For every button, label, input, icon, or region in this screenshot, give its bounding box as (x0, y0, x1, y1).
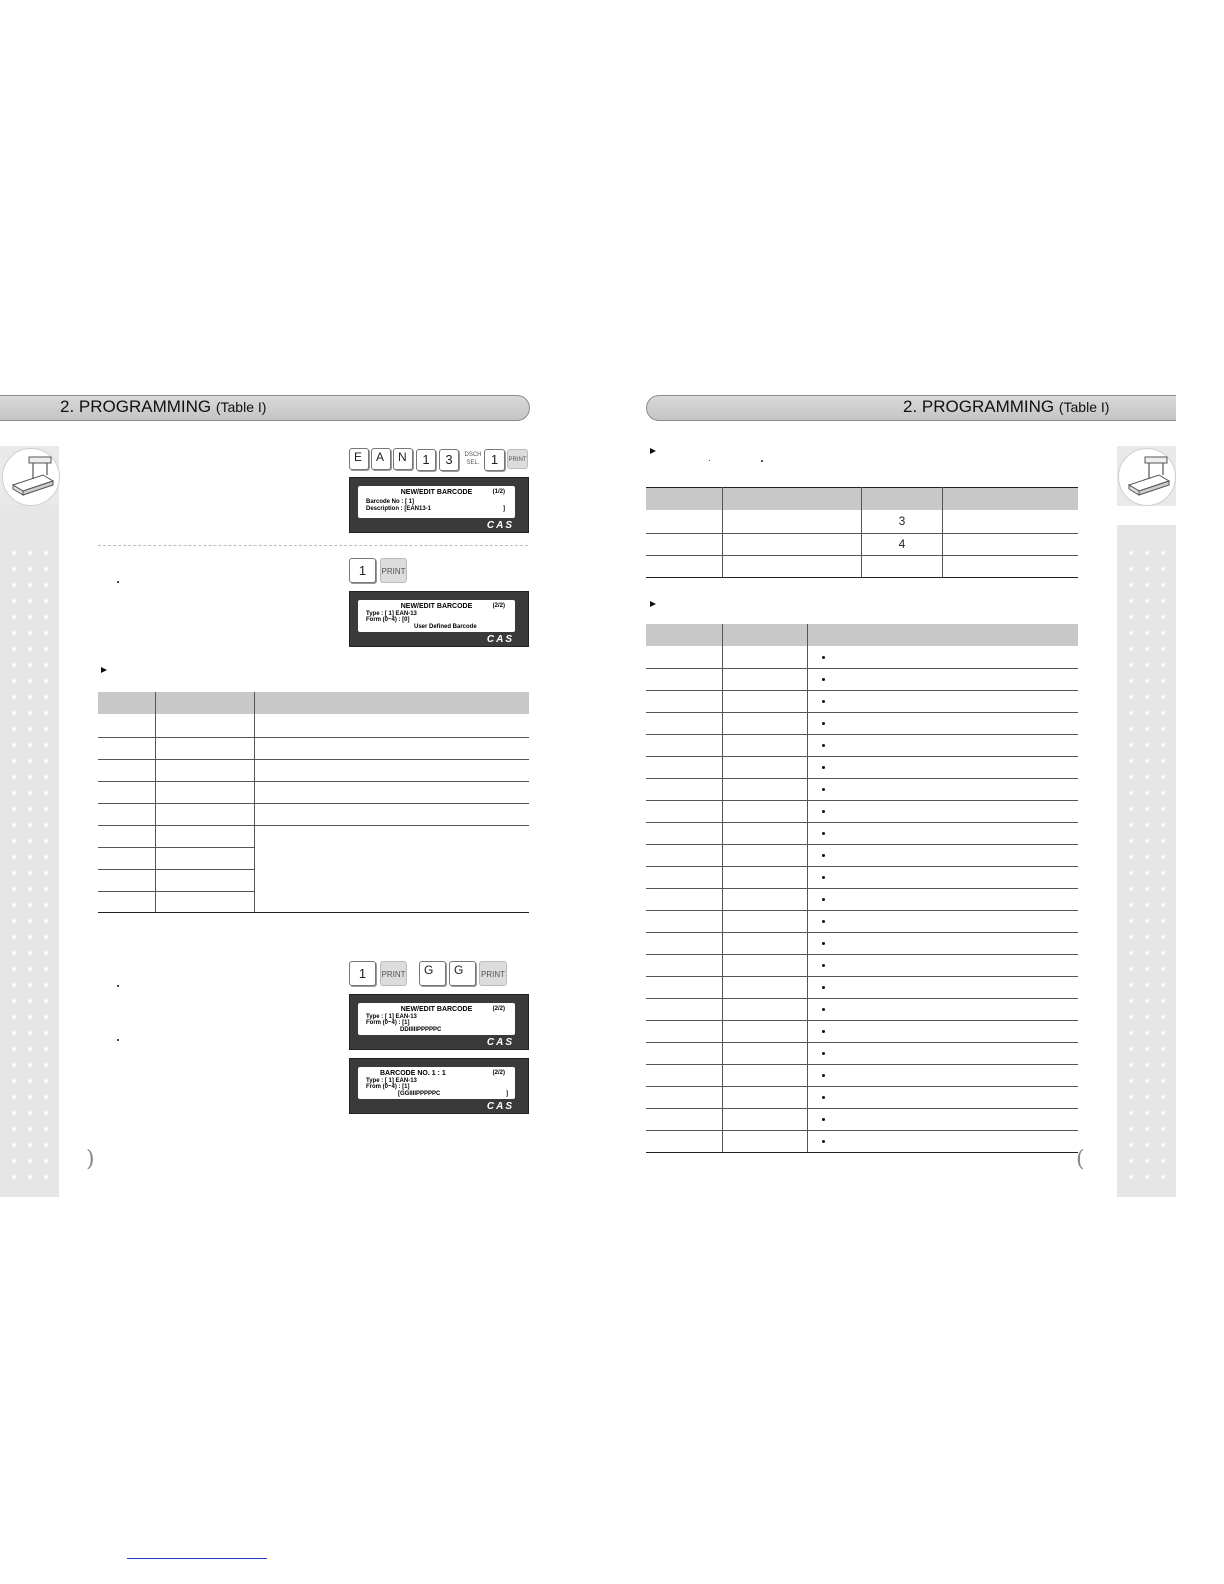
table-row (646, 690, 1078, 712)
table-cell (723, 1108, 808, 1130)
table-header-cell (723, 488, 862, 511)
table-cell (98, 825, 156, 847)
table-cell (723, 976, 808, 998)
table-cell (862, 555, 943, 577)
right-strip-dots (1123, 545, 1171, 1185)
table-cell (808, 734, 1079, 756)
table-cell (723, 734, 808, 756)
bullet (822, 964, 825, 967)
lcd2-line1: Type : [ 1] EAN-13 (366, 611, 417, 617)
cas-logo-2: CAS (486, 634, 514, 645)
bullet (822, 898, 825, 901)
table-cell (808, 954, 1079, 976)
table-cell (808, 800, 1079, 822)
table-cell (646, 800, 723, 822)
lcd2-line3: User Defined Barcode (414, 624, 477, 630)
lcd4-page: (2/2) (492, 1070, 505, 1076)
arrow-marker (650, 601, 656, 607)
table-cell (156, 891, 255, 912)
right-header-title-text: 2. PROGRAMMING (903, 397, 1055, 416)
lcd-screen-3 (358, 1003, 515, 1035)
lcd1-line2: Description : [EAN13-1 (366, 506, 432, 512)
table-cell (646, 510, 723, 533)
table-row (646, 1020, 1078, 1042)
table-cell (156, 737, 255, 759)
table-cell (943, 555, 1079, 577)
table-cell (646, 756, 723, 778)
dot (761, 460, 763, 462)
table-cell (646, 1108, 723, 1130)
table-row (646, 510, 1078, 533)
left-header-title (60, 397, 266, 417)
table-header-cell (98, 692, 156, 714)
table-row (646, 1108, 1078, 1130)
print-key-4[interactable]: PRINT (479, 961, 507, 986)
table-header-cell (646, 488, 723, 511)
table-cell (646, 910, 723, 932)
table-cell (156, 869, 255, 891)
key-n[interactable]: N (393, 448, 413, 470)
lcd4-line3-end: ] (506, 1091, 508, 1097)
footer-link-line (127, 1558, 267, 1559)
table-header-cell (723, 624, 808, 646)
table-cell (98, 847, 156, 869)
table-cell (808, 1020, 1079, 1042)
table-row (646, 844, 1078, 866)
key-e[interactable]: E (349, 448, 369, 470)
table-row (646, 800, 1078, 822)
cas-logo-3: CAS (486, 1037, 514, 1048)
table-row (646, 976, 1078, 998)
table-cell (808, 932, 1079, 954)
bullet (822, 766, 825, 769)
table-row (646, 1130, 1078, 1152)
table-cell (98, 781, 156, 803)
bullet (822, 920, 825, 923)
table-row (646, 1086, 1078, 1108)
table-merged-cell (255, 825, 530, 912)
table-cell (646, 1020, 723, 1042)
table-cell (808, 910, 1079, 932)
lcd2-line2: Form (0~4) : [0] (366, 617, 410, 623)
table-cell (723, 1064, 808, 1086)
table-cell (723, 533, 862, 555)
right-table-2-body (646, 646, 1078, 1152)
table-cell (808, 690, 1079, 712)
table-cell (723, 1042, 808, 1064)
table-row (646, 998, 1078, 1020)
table-row (646, 646, 1078, 668)
table-cell (646, 712, 723, 734)
lcd4-line1: Type : [ 1] EAN-13 (366, 1078, 417, 1084)
table-row (98, 825, 529, 847)
bullet (822, 700, 825, 703)
lcd3-page: (2/2) (492, 1006, 505, 1012)
table-cell (723, 690, 808, 712)
sel-label: SEL. (466, 460, 480, 466)
table-row (646, 954, 1078, 976)
table-cell (98, 803, 156, 825)
bullet (822, 942, 825, 945)
table-cell (255, 759, 530, 781)
table-cell (808, 822, 1079, 844)
table-cell (646, 844, 723, 866)
table-cell (646, 954, 723, 976)
table-cell (808, 1108, 1079, 1130)
lcd1-line2-end: ] (503, 506, 505, 512)
table-cell (646, 822, 723, 844)
table-cell (808, 668, 1079, 690)
table-header-cell (862, 488, 943, 511)
lcd4-line2: From (0~4) : [1] (366, 1084, 410, 1090)
table-cell (723, 932, 808, 954)
bullet (822, 810, 825, 813)
lcd-screen-4 (358, 1067, 515, 1099)
table-cell (723, 888, 808, 910)
table-cell: 3 (862, 510, 943, 533)
table-cell (646, 888, 723, 910)
table-cell (646, 555, 723, 577)
arrow-marker (650, 448, 656, 454)
bullet (822, 744, 825, 747)
lcd3-line3: DDIIIIIPPPPPC (400, 1027, 442, 1033)
lcd-display-2 (349, 591, 529, 647)
table-cell (156, 803, 255, 825)
table-cell (808, 756, 1079, 778)
table-cell (808, 712, 1079, 734)
table-header-cell (646, 624, 723, 646)
bullet (822, 1074, 825, 1077)
lcd-display-1 (349, 477, 529, 533)
table-cell (98, 759, 156, 781)
table-cell (723, 1086, 808, 1108)
lcd-display-3 (349, 994, 529, 1050)
lcd3-title: NEW/EDIT BARCODE (400, 1006, 473, 1013)
lcd1-title: NEW/EDIT BARCODE (400, 489, 473, 496)
key-g2[interactable]: G (449, 961, 476, 986)
table-cell (646, 1064, 723, 1086)
print-key-2[interactable]: PRINT (380, 558, 407, 583)
table-row (646, 668, 1078, 690)
table-cell (646, 866, 723, 888)
bullet (822, 986, 825, 989)
table-row (646, 932, 1078, 954)
table-row (646, 1064, 1078, 1086)
dsch-label: DSCH (464, 452, 482, 458)
table-header-row (646, 488, 1078, 511)
bullet (822, 1052, 825, 1055)
table-cell (156, 781, 255, 803)
table-cell (723, 712, 808, 734)
lcd2-title: NEW/EDIT BARCODE (400, 603, 473, 610)
table-cell (808, 1064, 1079, 1086)
table-row (646, 533, 1078, 555)
table-cell (646, 1086, 723, 1108)
table-row (646, 734, 1078, 756)
table-cell (723, 555, 862, 577)
table-cell (98, 737, 156, 759)
table-cell (808, 976, 1079, 998)
table-cell (723, 646, 808, 668)
table-cell (808, 646, 1079, 668)
table-cell (723, 800, 808, 822)
table-cell (255, 781, 530, 803)
table-cell (808, 888, 1079, 910)
table-cell (723, 910, 808, 932)
bullet (822, 788, 825, 791)
table-cell (98, 869, 156, 891)
table-cell (98, 714, 156, 737)
right-header-title (903, 397, 1109, 417)
table-cell (808, 1086, 1079, 1108)
key-1b[interactable]: 1 (484, 449, 505, 471)
table-row (646, 712, 1078, 734)
key-1d[interactable]: 1 (349, 961, 376, 986)
table-cell (723, 954, 808, 976)
bullet (822, 722, 825, 725)
table-cell (943, 533, 1079, 555)
table-row (646, 778, 1078, 800)
cas-logo-1: CAS (486, 520, 514, 531)
table-cell (723, 778, 808, 800)
lcd2-page: (2/2) (492, 603, 505, 609)
table-cell (646, 734, 723, 756)
table-cell (723, 668, 808, 690)
table-row (646, 555, 1078, 577)
table-cell (646, 533, 723, 555)
table-cell (808, 1130, 1079, 1152)
table-cell (646, 1130, 723, 1152)
table-cell (808, 844, 1079, 866)
bullet (822, 854, 825, 857)
scale-icon-right (1118, 448, 1176, 506)
table-cell (255, 737, 530, 759)
table-cell (723, 1130, 808, 1152)
left-page-marker: ) (86, 1147, 95, 1172)
table-cell (646, 668, 723, 690)
lcd-screen-1 (358, 486, 515, 518)
table-header-cell (943, 488, 1079, 511)
left-header-bar (0, 395, 530, 421)
bullet (822, 1140, 825, 1143)
bullet (117, 985, 119, 987)
right-table-1 (646, 487, 1078, 578)
table-row (646, 888, 1078, 910)
lcd3-line1: Type : [ 1] EAN-13 (366, 1014, 417, 1020)
left-strip-dots (6, 545, 54, 1185)
table-cell (646, 690, 723, 712)
right-table-2 (646, 624, 1078, 1153)
key-1c[interactable]: 1 (349, 558, 376, 583)
table-row (98, 737, 529, 759)
bullet (822, 1008, 825, 1011)
lcd1-page: (1/2) (492, 489, 505, 495)
table-cell: 4 (862, 533, 943, 555)
table-row (646, 756, 1078, 778)
key-dsch-sel[interactable] (462, 451, 484, 471)
left-header-subtitle: (Table I) (215, 399, 267, 415)
table-header-cell (808, 624, 1079, 646)
table-cell (98, 891, 156, 912)
table-cell (943, 510, 1079, 533)
divider (98, 545, 528, 546)
right-header-subtitle: (Table I) (1058, 399, 1110, 415)
dot (709, 460, 710, 461)
table-row (98, 759, 529, 781)
table-cell (255, 803, 530, 825)
bullet (822, 656, 825, 659)
bullet (822, 1096, 825, 1099)
right-side-strip (1117, 525, 1176, 1197)
table-header-row (646, 624, 1078, 646)
table-cell (723, 998, 808, 1020)
bullet (822, 876, 825, 879)
table-row (98, 714, 529, 737)
table-header-row (98, 692, 529, 714)
table-cell (723, 866, 808, 888)
table-row (98, 781, 529, 803)
table-cell (646, 998, 723, 1020)
bullet (117, 581, 119, 583)
table-cell (808, 998, 1079, 1020)
lcd-screen-2 (358, 600, 515, 632)
lcd4-title: BARCODE NO. 1 : 1 (380, 1070, 446, 1077)
key-3[interactable]: 3 (439, 449, 459, 471)
table-cell (808, 1042, 1079, 1064)
bullet (117, 1039, 119, 1041)
print-key-3[interactable]: PRINT (380, 961, 407, 986)
table-cell (156, 825, 255, 847)
key-g1[interactable]: G (419, 961, 446, 986)
table-cell (723, 510, 862, 533)
right-page-marker: ( (1076, 1147, 1085, 1172)
table-cell (646, 778, 723, 800)
table-cell (723, 1020, 808, 1042)
table-cell (156, 714, 255, 737)
lcd1-line1: Barcode No : [ 1] (366, 499, 415, 505)
scale-icon (2, 448, 60, 506)
left-side-strip (0, 505, 59, 1197)
table-row (646, 910, 1078, 932)
left-table (98, 692, 529, 913)
table-cell (646, 976, 723, 998)
table-cell (646, 646, 723, 668)
table-row (646, 1042, 1078, 1064)
bullet (822, 832, 825, 835)
arrow-marker (101, 667, 107, 673)
key-1[interactable]: 1 (416, 449, 436, 471)
table-cell (808, 778, 1079, 800)
table-header-cell (156, 692, 255, 714)
table-cell (255, 714, 530, 737)
lcd3-line2: Form (0~4) : [1] (366, 1020, 410, 1026)
bullet (822, 678, 825, 681)
key-a[interactable]: A (371, 448, 391, 470)
bullet (822, 1030, 825, 1033)
cas-logo-4: CAS (486, 1101, 514, 1112)
table-row (646, 822, 1078, 844)
table-cell (723, 756, 808, 778)
table-cell (723, 844, 808, 866)
table-row (98, 803, 529, 825)
left-header-title-text: 2. PROGRAMMING (60, 397, 212, 416)
table-header-cell (255, 692, 530, 714)
table-cell (156, 847, 255, 869)
lcd-display-4 (349, 1058, 529, 1114)
lcd4-line3: [GGIIIIPPPPPC (398, 1091, 441, 1097)
bullet (822, 1118, 825, 1121)
table-cell (723, 822, 808, 844)
table-row (646, 866, 1078, 888)
print-key-1[interactable]: PRINT (507, 449, 528, 469)
right-header-bar (646, 395, 1176, 421)
table-cell (808, 866, 1079, 888)
table-cell (646, 1042, 723, 1064)
table-cell (646, 932, 723, 954)
table-cell (156, 759, 255, 781)
